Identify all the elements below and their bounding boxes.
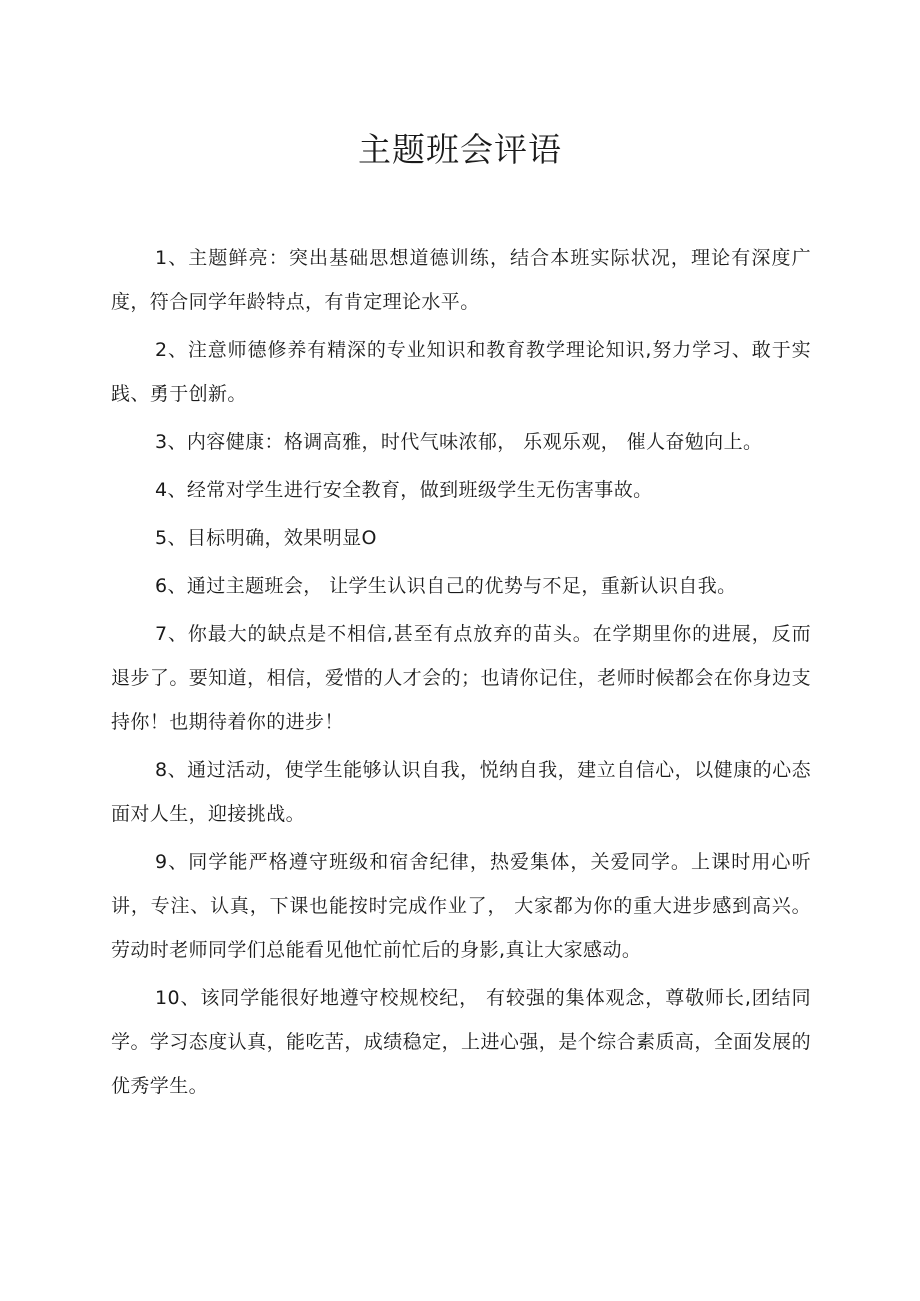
comment-paragraph-5: 5、目标明确，效果明显O — [155, 527, 377, 549]
comment-paragraph-10: 10、该同学能很好地遵守校规校纪， 有较强的集体观念，尊敬师长,团结同学。学习态度认真，能吃苦，成绩稳定，上进心强，是个综合素质高，全面发展的优秀学生。 — [111, 987, 811, 1097]
comment-paragraph-3: 3、内容健康：格调高雅，时代气味浓郁， 乐观乐观， 催人奋勉向上。 — [155, 431, 763, 453]
comment-paragraph-8: 8、通过活动，使学生能够认识自我，悦纳自我，建立自信心，以健康的心态面对人生，迎接挑战。 — [111, 759, 811, 825]
document-title: 主题班会评语 — [358, 130, 562, 169]
comment-paragraph-9: 9、同学能严格遵守班级和宿舍纪律，热爱集体，关爱同学。上课时用心听讲，专注、认真，下课也能按时完成作业了， 大家都为你的重大进步感到高兴。劳动时老师同学们总能看见他忙前忙后的身影,真让大家感动。 — [111, 851, 811, 961]
comment-paragraph-4: 4、经常对学生进行安全教育，做到班级学生无伤害事故。 — [155, 479, 653, 501]
comment-paragraph-1: 1、主题鲜亮：突出基础思想道德训练，结合本班实际状况，理论有深度广度，符合同学年龄特点，有肯定理论水平。 — [111, 247, 811, 313]
document-body — [111, 236, 811, 1112]
comment-paragraph-7: 7、你最大的缺点是不相信,甚至有点放弃的苗头。在学期里你的进展，反而退步了。要知道，相信，爱惜的人才会的；也请你记住，老师时候都会在你身边支持你！也期待着你的进步！ — [111, 623, 811, 733]
comment-paragraph-2: 2、注意师德修养有精深的专业知识和教育教学理论知识,努力学习、敢于实践、勇于创新。 — [111, 339, 811, 405]
comment-paragraph-6: 6、通过主题班会， 让学生认识自己的优势与不足，重新认识自我。 — [155, 575, 737, 597]
